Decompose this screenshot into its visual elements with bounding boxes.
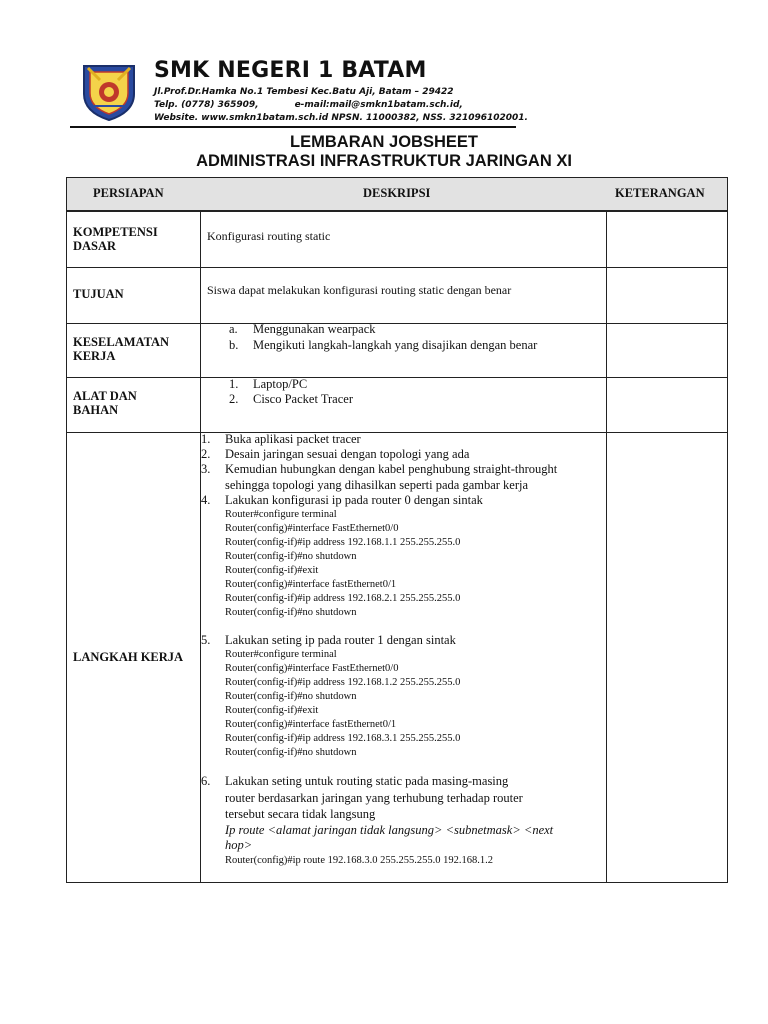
row-divider (67, 323, 727, 324)
letterhead (78, 58, 528, 130)
row-divider (67, 432, 727, 433)
row-label-alat: ALAT DAN BAHAN (73, 389, 137, 417)
school-email: e-mail:mail@smkn1batam.sch.id, (294, 100, 463, 110)
school-telp: Telp. (0778) 365909, (154, 100, 259, 110)
command-line: Router(config-if)#ip address 192.168.2.1 255.255.255.0 (225, 593, 461, 604)
command-line: Router(config-if)#no shutdown (225, 747, 357, 758)
school-address: Jl.Prof.Dr.Hamka No.1 Tembesi Kec.Batu Aji, Batam – 29422 (154, 87, 454, 97)
kompetensi-text: Konfigurasi routing static (207, 229, 331, 243)
school-contact (154, 100, 463, 110)
doc-title: LEMBARAN JOBSHEET (290, 133, 478, 151)
command-line: Router(config-if)#ip address 192.168.1.1 255.255.255.0 (225, 537, 461, 548)
row-divider (67, 267, 727, 268)
step-item-continued: tersebut secara tidak langsung (225, 807, 376, 821)
command-line: Router(config-if)#exit (225, 705, 319, 716)
tujuan-text: Siswa dapat melakukan konfigurasi routing static dengan benar (207, 283, 512, 297)
table-header (66, 177, 728, 211)
header-persiapan: PERSIAPAN (93, 186, 164, 200)
letterhead-divider (70, 126, 516, 128)
step-item-continued: router berdasarkan jaringan yang terhubung terhadap router (225, 791, 523, 805)
command-line: Router(config-if)#no shutdown (225, 551, 357, 562)
command-line: Router(config)#interface fastEthernet0/1 (225, 719, 397, 730)
school-name: SMK NEGERI 1 BATAM (154, 58, 427, 83)
command-line: Router(config-if)#ip address 192.168.3.1 255.255.255.0 (225, 733, 461, 744)
command-line: Router(config)#interface fastEthernet0/1 (225, 579, 397, 590)
doc-subtitle: ADMINISTRASI INFRASTRUKTUR JARINGAN XI (196, 152, 572, 170)
command-line: Router(config-if)#no shutdown (225, 607, 357, 618)
row-divider (67, 377, 727, 378)
route-syntax-continued: hop> (225, 838, 253, 852)
command-line: Router(config-if)#ip address 192.168.1.2 255.255.255.0 (225, 677, 461, 688)
column-divider (606, 212, 607, 882)
command-line: Router(config)#interface FastEthernet0/0 (225, 523, 399, 534)
command-line: Router(config-if)#exit (225, 565, 319, 576)
command-line: Router(config)#ip route 192.168.3.0 255.255.255.0 192.168.1.2 (225, 855, 494, 866)
school-crest-icon (78, 60, 140, 122)
school-website: Website. www.smkn1batam.sch.id NPSN. 11000382, NSS. 321096102001. (154, 113, 528, 123)
route-syntax: Ip route <alamat jaringan tidak langsung> <subnetmask> <next (225, 823, 554, 837)
command-line: Router#configure terminal (225, 649, 337, 660)
row-label-tujuan: TUJUAN (73, 287, 124, 301)
header-keterangan: KETERANGAN (615, 186, 705, 200)
command-line: Router(config)#interface FastEthernet0/0 (225, 663, 399, 674)
command-line: Router(config-if)#no shutdown (225, 691, 357, 702)
step-item-continued: sehingga topologi yang dihasilkan seperti pada gambar kerja (225, 478, 529, 492)
command-line: Router#configure terminal (225, 509, 337, 520)
row-label-kompetensi: KOMPETENSI DASAR (73, 225, 158, 253)
header-deskripsi: DESKRIPSI (363, 186, 431, 200)
jobsheet-table: KOMPETENSI DASAR Konfigurasi routing static TUJUAN Siswa dapat melakukan konfigurasi routing static dengan benar KESELAMATAN KERJA a. Menggunakan wearpack b. Mengikuti langkah-langkah yang disajikan dengan benar ALAT DAN BAHAN 1. Laptop/PC 2. Cisco Packet Tracer LANGKAH KERJA 1. Buka aplikasi packet tracer 2. Desain jaringan sesuai dengan topologi yang ada 3. Kemudian hubungkan dengan kabel penghubung straight-throught sehingga topologi yang dihasilkan seperti pada gambar kerja 4. Lakukan konfigurasi ip pada router 0 dengan sintak Router#configure terminal Router(config)#interface FastEthernet0/0 Router(config-if)#ip address 192.168.1.1 255.255.255.0 Router(config-if)#no shutdown Router(config-if)#exit Router(config)#interface fastEthernet0/1 Router(config-if)#ip address 192.168.2.1 255.255.255.0 Router(config-if)#no shutdown 5. Lakukan seting ip pada router 1 dengan sintak Router#configure terminal Router(config)#interface FastEthernet0/0 Router(config-if)#ip address 192.168.1.2 255.255.255.0 Router(config-if)#no shutdown Router(config-if)#exit Router(config)#interface fastEthernet0/1 Router(config-if)#ip address 192.168.3.1 255.255.255.0 Router(config-if)#no shutdown 6. Lakukan seting untuk routing static pada masing-masing router berdasarkan jaringan yang terhubung terhadap router tersebut secara tidak langsung Ip route <alamat jaringan tidak langsung> <subnetmask> <next hop> Router(config)#ip route 192.168.3.0 255.255.255.0 192.168.1.2 (66, 211, 728, 883)
row-label-keselamatan: KESELAMATAN KERJA (73, 335, 170, 363)
row-label-langkah: LANGKAH KERJA (73, 650, 184, 664)
